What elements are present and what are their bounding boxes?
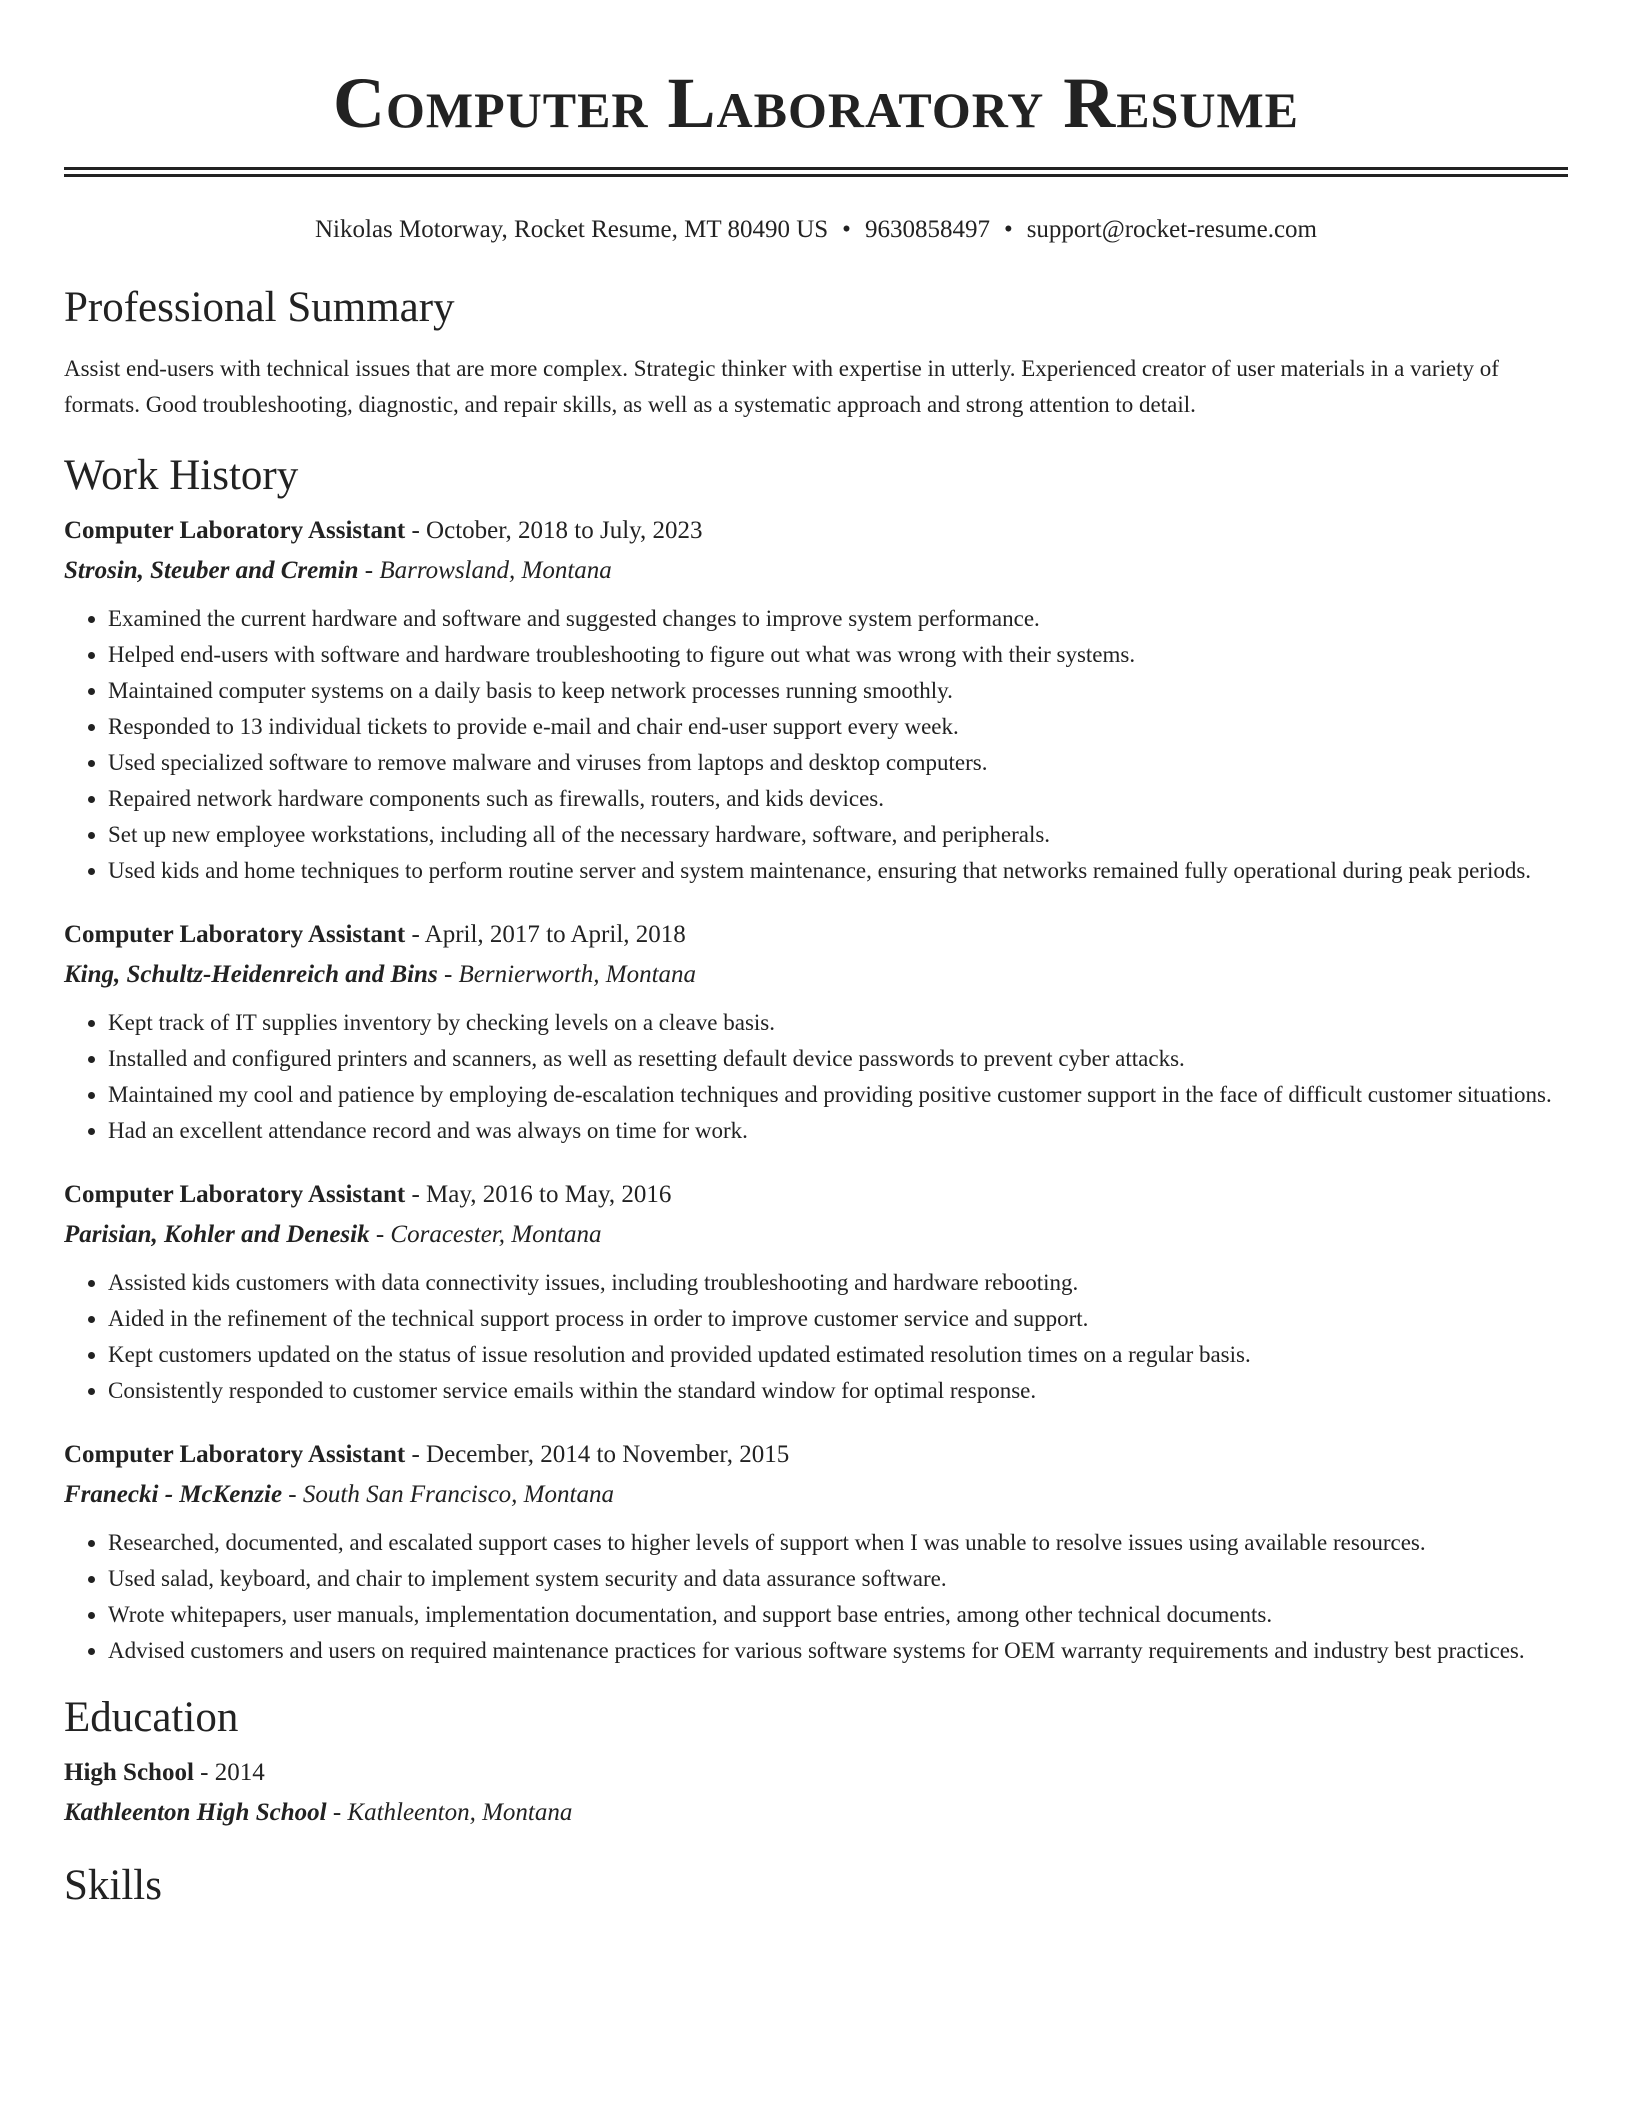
education-heading: Education bbox=[64, 1694, 239, 1741]
resume-title: Computer Laboratory Resume bbox=[332, 63, 1300, 143]
education-year: - 2014 bbox=[193, 1759, 265, 1786]
duty-item: • Kept track of IT supplies inventory by checking levels on a cleave basis. bbox=[108, 1005, 1568, 1041]
job-location: - Coracester, Montana bbox=[369, 1221, 602, 1248]
job-dates: - April, 2017 to April, 2018 bbox=[405, 921, 686, 948]
duty-item: • Maintained computer systems on a daily basis to keep network processes running smoothly. bbox=[108, 673, 1568, 709]
job-header bbox=[64, 1175, 1568, 1215]
job-employer bbox=[64, 955, 1568, 995]
duty-item: • Advised customers and users on required maintenance practices for various software systems for OEM warranty requirements and industry best practices. bbox=[108, 1633, 1568, 1669]
job-location: - South San Francisco, Montana bbox=[282, 1481, 614, 1508]
job-entry bbox=[64, 1435, 1568, 1669]
education-location: - Kathleenton, Montana bbox=[326, 1799, 573, 1826]
education-school-line bbox=[64, 1793, 1568, 1833]
job-dates: - December, 2014 to November, 2015 bbox=[405, 1441, 790, 1468]
job-dates: - October, 2018 to July, 2023 bbox=[405, 517, 703, 544]
duty-item: • Kept customers updated on the status of issue resolution and provided updated estimated resolution times on a regular basis. bbox=[108, 1337, 1568, 1373]
work-history-heading: Work History bbox=[64, 452, 299, 499]
contact-phone: 9630858497 bbox=[864, 216, 990, 243]
duty-item: • Examined the current hardware and software and suggested changes to improve system performance. bbox=[108, 601, 1568, 637]
contact-address: Nikolas Motorway, Rocket Resume, MT 80490 US bbox=[315, 216, 829, 243]
duty-item: • Wrote whitepapers, user manuals, implementation documentation, and support base entries, among other technical documents. bbox=[108, 1597, 1568, 1633]
job-company: Franecki - McKenzie bbox=[64, 1481, 283, 1508]
job-duties bbox=[64, 1525, 1568, 1669]
summary-text: Assist end-users with technical issues that are more complex. Strategic thinker with expertise in utterly. Experienced creator of user materials in a variety of formats. Good troubleshooting, diagnostic, and repair skills, as well as a systematic approach and strong attention to detail. bbox=[64, 356, 1499, 417]
job-entry bbox=[64, 915, 1568, 1149]
skills-heading: Skills bbox=[64, 1862, 162, 1909]
job-employer bbox=[64, 1215, 1568, 1255]
job-dates: - May, 2016 to May, 2016 bbox=[405, 1181, 672, 1208]
job-location: - Barrowsland, Montana bbox=[358, 557, 612, 584]
job-entry bbox=[64, 511, 1568, 889]
duty-item: • Used kids and home techniques to perform routine server and system maintenance, ensuring that networks remained fully operational during peak periods. bbox=[108, 853, 1568, 889]
duty-item: • Used salad, keyboard, and chair to implement system security and data assurance software. bbox=[108, 1561, 1568, 1597]
job-company: Parisian, Kohler and Denesik bbox=[64, 1221, 370, 1248]
job-role: Computer Laboratory Assistant bbox=[64, 1441, 406, 1468]
job-entry bbox=[64, 1175, 1568, 1409]
job-employer bbox=[64, 1475, 1568, 1515]
duty-item: • Maintained my cool and patience by employing de-escalation techniques and providing positive customer support in the face of difficult customer situations. bbox=[108, 1077, 1568, 1113]
job-location: - Bernierworth, Montana bbox=[437, 961, 697, 988]
job-employer bbox=[64, 551, 1568, 591]
job-role: Computer Laboratory Assistant bbox=[64, 921, 406, 948]
education-degree: High School bbox=[64, 1759, 194, 1786]
duty-item: • Helped end-users with software and hardware troubleshooting to figure out what was wrong with their systems. bbox=[108, 637, 1568, 673]
job-role: Computer Laboratory Assistant bbox=[64, 1181, 406, 1208]
duty-item: • Used specialized software to remove malware and viruses from laptops and desktop computers. bbox=[108, 745, 1568, 781]
education-school: Kathleenton High School bbox=[64, 1799, 327, 1826]
job-header bbox=[64, 1435, 1568, 1475]
job-header bbox=[64, 915, 1568, 955]
job-duties bbox=[64, 601, 1568, 889]
job-company: King, Schultz-Heidenreich and Bins bbox=[64, 961, 438, 988]
duty-item: • Consistently responded to customer service emails within the standard window for optimal response. bbox=[108, 1373, 1568, 1409]
education-header bbox=[64, 1753, 1568, 1793]
job-company: Strosin, Steuber and Cremin bbox=[64, 557, 359, 584]
job-role: Computer Laboratory Assistant bbox=[64, 517, 406, 544]
job-header bbox=[64, 511, 1568, 551]
contact-email: support@rocket-resume.com bbox=[1026, 216, 1317, 243]
duty-item: • Had an excellent attendance record and was always on time for work. bbox=[108, 1113, 1568, 1149]
title-divider bbox=[64, 167, 1568, 177]
duty-item: • Aided in the refinement of the technical support process in order to improve customer service and support. bbox=[108, 1301, 1568, 1337]
job-duties bbox=[64, 1265, 1568, 1409]
duty-item: • Researched, documented, and escalated support cases to higher levels of support when I was unable to resolve issues using available resources. bbox=[108, 1525, 1568, 1561]
duty-item: • Repaired network hardware components such as firewalls, routers, and kids devices. bbox=[108, 781, 1568, 817]
duty-item: • Set up new employee workstations, including all of the necessary hardware, software, and peripherals. bbox=[108, 817, 1568, 853]
duty-item: • Installed and configured printers and scanners, as well as resetting default device passwords to prevent cyber attacks. bbox=[108, 1041, 1568, 1077]
duty-item: • Responded to 13 individual tickets to provide e-mail and chair end-user support every week. bbox=[108, 709, 1568, 745]
contact-separator: • bbox=[1003, 216, 1013, 243]
contact-line bbox=[64, 213, 1568, 247]
contact-separator: • bbox=[842, 216, 851, 243]
job-duties bbox=[64, 1005, 1568, 1149]
duty-item: • Assisted kids customers with data connectivity issues, including troubleshooting and hardware rebooting. bbox=[108, 1265, 1568, 1301]
summary-heading: Professional Summary bbox=[64, 284, 455, 331]
